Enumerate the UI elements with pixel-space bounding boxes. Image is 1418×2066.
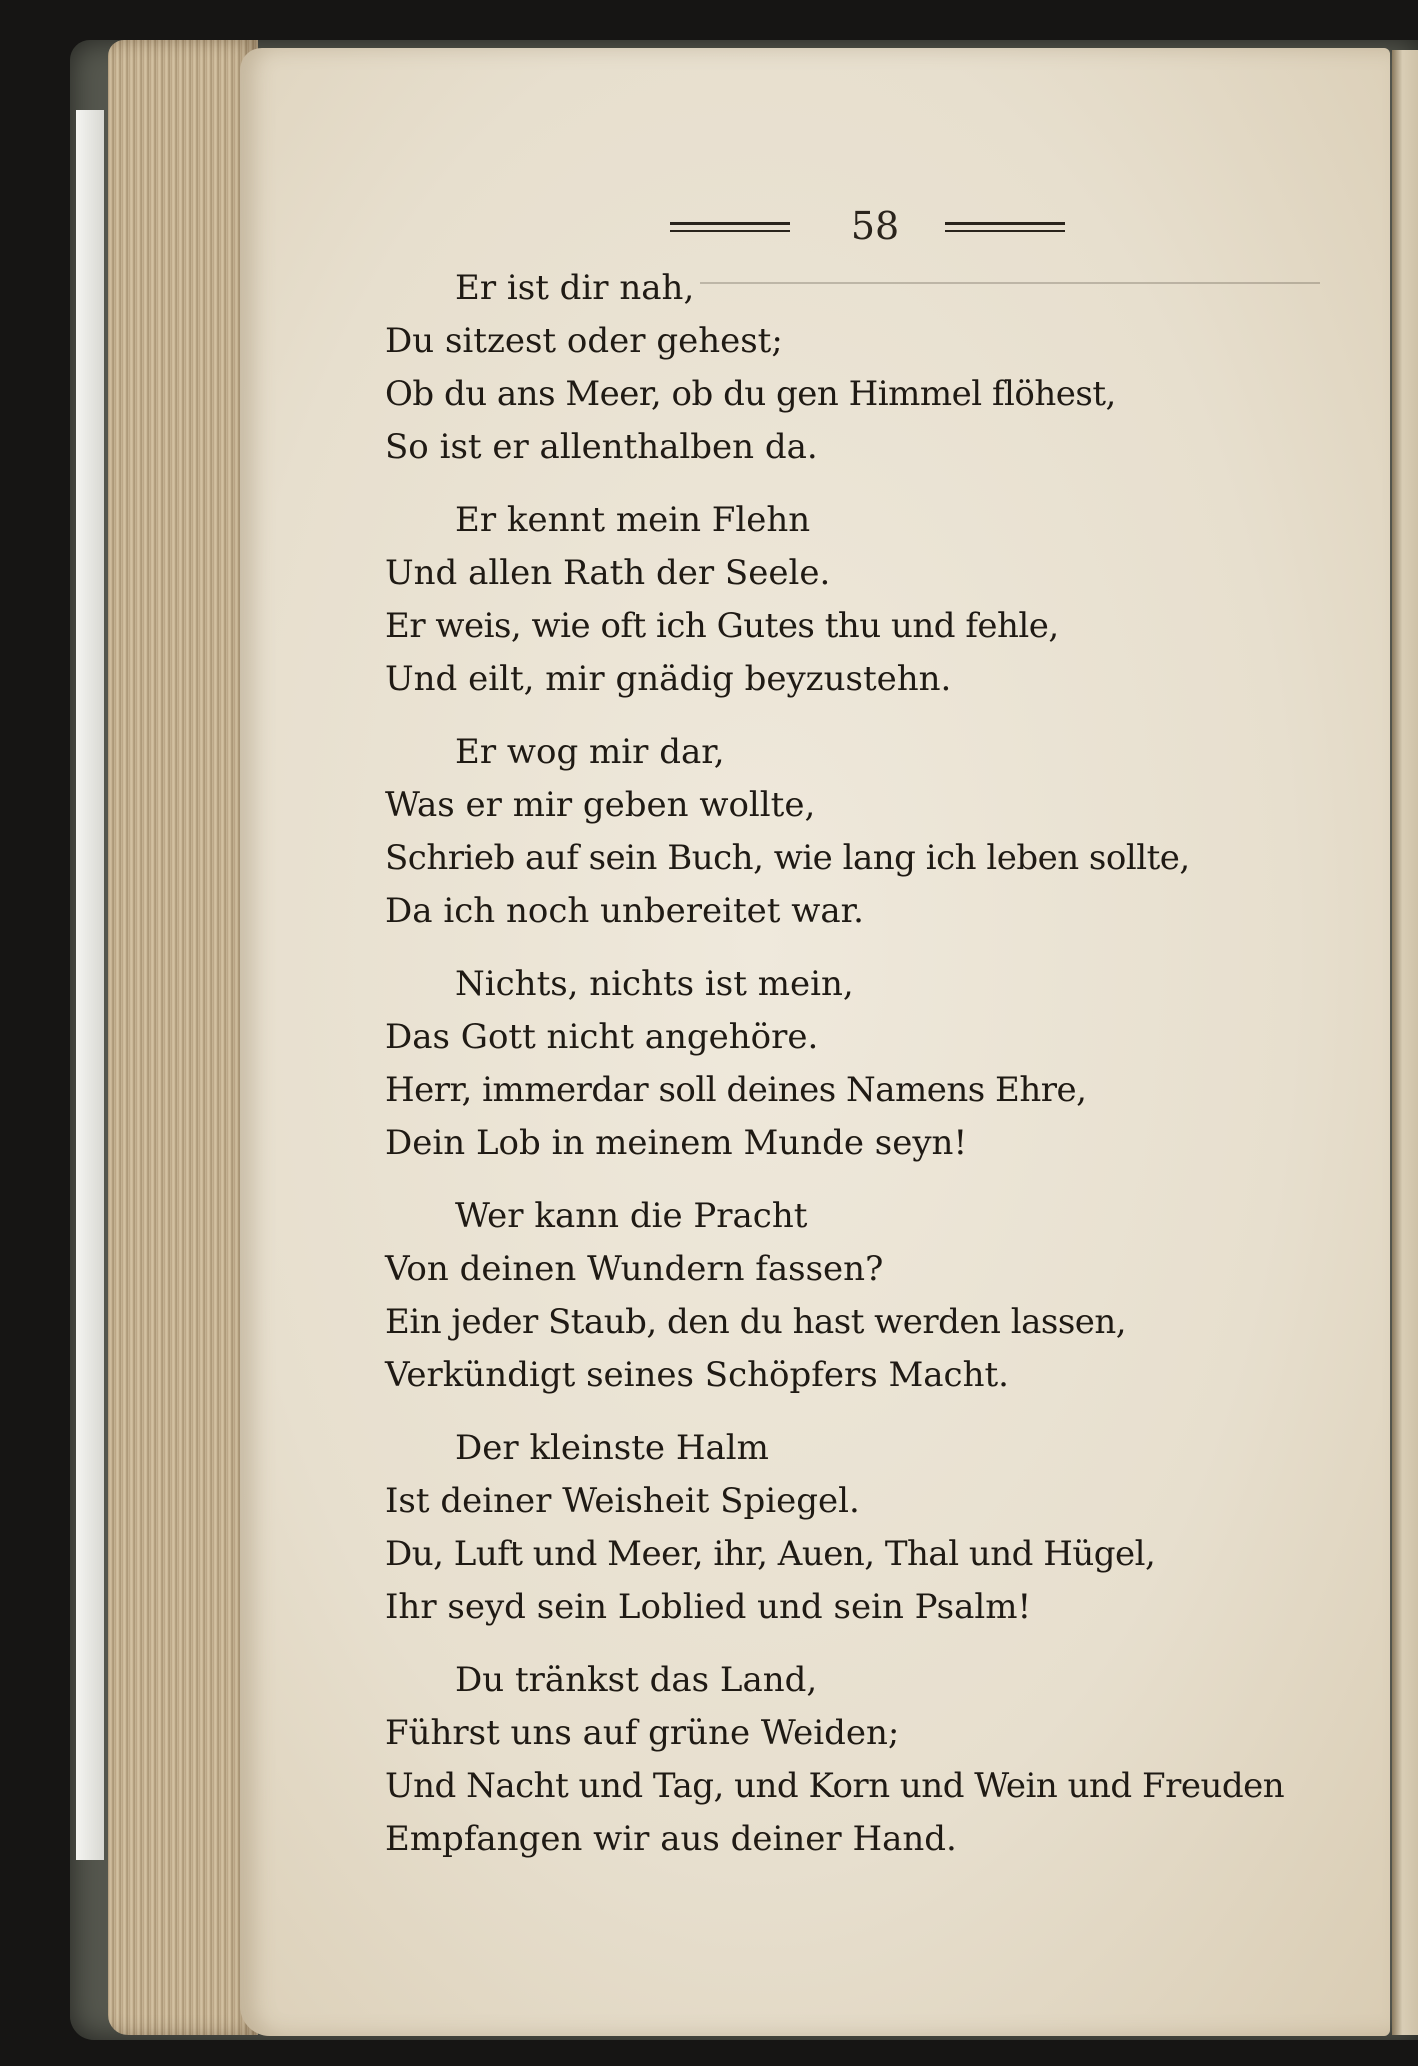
- poem-line: Ist deiner Weisheit Spiegel.: [385, 1481, 860, 1521]
- stanza: [385, 1422, 1345, 1634]
- facing-page-edge: [1392, 50, 1418, 2035]
- poem-text: [385, 262, 1345, 1886]
- page-header: [670, 200, 1070, 250]
- stanza: [385, 726, 1345, 938]
- poem-line: Du tränkst das Land,: [455, 1660, 818, 1700]
- poem-line: Und Nacht und Tag, und Korn und Wein und Freuden: [385, 1766, 1285, 1806]
- page-edges: [108, 40, 258, 2035]
- stanza: [385, 262, 1345, 474]
- stanza: [385, 958, 1345, 1170]
- poem-line: Du sitzest oder gehest;: [385, 321, 783, 361]
- page-number: 58: [850, 204, 900, 248]
- poem-line: Ihr seyd sein Loblied und sein Psalm!: [385, 1587, 1032, 1627]
- poem-line: Wer kann die Pracht: [455, 1196, 808, 1236]
- poem-line: Ein jeder Staub, den du hast werden lassen,: [385, 1302, 1127, 1342]
- poem-line: Verkündigt seines Schöpfers Macht.: [385, 1355, 1009, 1395]
- stanza: [385, 1654, 1345, 1866]
- poem-line: Nichts, nichts ist mein,: [455, 964, 854, 1004]
- poem-line: Und eilt, mir gnädig beyzustehn.: [385, 659, 952, 699]
- poem-line: Der kleinste Halm: [455, 1428, 769, 1468]
- header-rule-left: [670, 222, 790, 225]
- book-backing-strip: [76, 110, 104, 1860]
- poem-line: Du, Luft und Meer, ihr, Auen, Thal und Hügel,: [385, 1534, 1156, 1574]
- poem-line: Ob du ans Meer, ob du gen Himmel flöhest,: [385, 374, 1116, 414]
- poem-line: Herr, immerdar soll deines Namens Ehre,: [385, 1070, 1087, 1110]
- poem-line: Empfangen wir aus deiner Hand.: [385, 1819, 957, 1859]
- poem-line: Er weis, wie oft ich Gutes thu und fehle,: [385, 606, 1059, 646]
- poem-line: Er wog mir dar,: [455, 732, 725, 772]
- poem-line: Was er mir geben wollte,: [385, 785, 816, 825]
- poem-line: Das Gott nicht angehöre.: [385, 1017, 819, 1057]
- poem-line: Schrieb auf sein Buch, wie lang ich leben sollte,: [385, 838, 1190, 878]
- poem-line: Da ich noch unbereitet war.: [385, 891, 864, 931]
- poem-line: Dein Lob in meinem Munde seyn!: [385, 1123, 968, 1163]
- stanza: [385, 1190, 1345, 1402]
- poem-line: Und allen Rath der Seele.: [385, 553, 831, 593]
- header-rule-right: [945, 222, 1065, 225]
- poem-line: Er kennt mein Flehn: [455, 500, 811, 540]
- stanza: [385, 494, 1345, 706]
- poem-line: Er ist dir nah,: [455, 268, 695, 308]
- poem-line: So ist er allenthalben da.: [385, 427, 818, 467]
- poem-line: Führst uns auf grüne Weiden;: [385, 1713, 900, 1753]
- poem-line: Von deinen Wundern fassen?: [385, 1249, 884, 1289]
